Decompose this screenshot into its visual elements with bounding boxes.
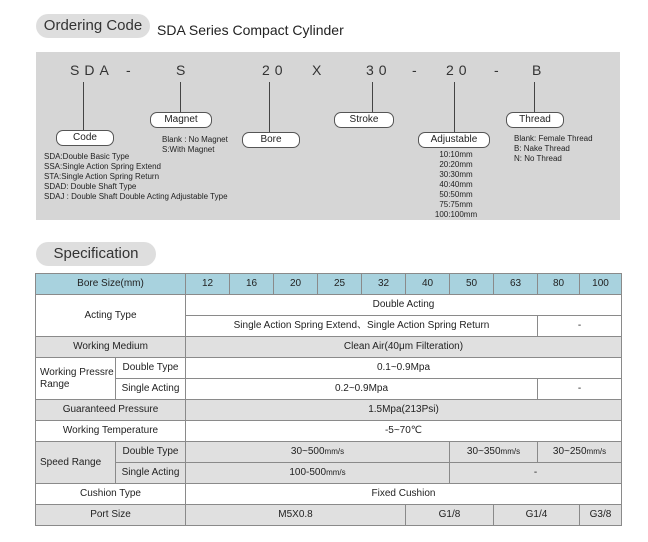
cushion-type-label: Cushion Type [36, 484, 186, 505]
speed-single-dash: - [450, 463, 622, 484]
code-note: SDA:Double Basic Type [44, 152, 130, 161]
thread-note: B: Nake Thread [514, 144, 570, 153]
bore-value: 12 [186, 274, 230, 295]
code-note: SDAD: Double Shaft Type [44, 182, 137, 191]
speed-value: 30~500 [290, 446, 325, 457]
stroke-label-box: Stroke [334, 112, 394, 128]
code-part-dash: - [412, 62, 422, 78]
adjustable-note: 10:10mm [439, 150, 473, 159]
code-part-stroke: 30 [366, 62, 392, 78]
cushion-type-value: Fixed Cushion [186, 484, 622, 505]
adjustable-note: 20:20mm [439, 160, 473, 169]
bore-label-box: Bore [242, 132, 300, 148]
pressure-single-label: Single Acting [116, 379, 186, 400]
bore-value: 32 [362, 274, 406, 295]
thread-label-box: Thread [506, 112, 564, 128]
code-part-x: X [312, 62, 327, 78]
pressure-label: Working Pressre Range [36, 358, 116, 400]
acting-type-double: Double Acting [186, 295, 622, 316]
speed-single-label: Single Acting [116, 463, 186, 484]
code-note: SSA:Single Action Spring Extend [44, 162, 161, 171]
code-part-adjustable: 20 [446, 62, 472, 78]
pressure-row-2 [36, 379, 622, 400]
adjustable-note: 30:30mm [439, 170, 473, 179]
speed-double-value-3 [538, 442, 622, 463]
speed-single-value [186, 463, 450, 484]
working-temperature-label: Working Temperature [36, 421, 186, 442]
code-note: SDAJ : Double Shaft Double Acting Adjustable Type [44, 192, 228, 201]
code-part-bore: 20 [262, 62, 288, 78]
speed-value: 30~350 [466, 446, 501, 457]
connector-line [372, 82, 373, 112]
code-label-box: Code [56, 130, 114, 146]
code-part-magnet: S [176, 62, 191, 78]
speed-value: 100-500 [289, 467, 327, 478]
connector-line [454, 82, 455, 132]
adjustable-notes [428, 150, 484, 220]
pressure-single-value: 0.2~0.9Mpa [186, 379, 538, 400]
port-size-value-3: G1/4 [494, 505, 580, 526]
connector-line [180, 82, 181, 112]
pressure-double-label: Double Type [116, 358, 186, 379]
series-subtitle: SDA Series Compact Cylinder [157, 22, 344, 38]
working-medium-row [36, 337, 622, 358]
adjustable-note: 40:40mm [439, 180, 473, 189]
speed-value: 30~250 [552, 446, 587, 457]
port-size-label: Port Size [36, 505, 186, 526]
bore-value: 80 [538, 274, 580, 295]
speed-double-label: Double Type [116, 442, 186, 463]
thread-note: N: No Thread [514, 154, 562, 163]
working-temperature-value: -5~70℃ [186, 421, 622, 442]
working-medium-value: Clean Air(40μm Filteration) [186, 337, 622, 358]
speed-unit: mm/s [586, 447, 607, 456]
pressure-row [36, 358, 622, 379]
connector-line [534, 82, 535, 112]
port-size-row [36, 505, 622, 526]
acting-type-row [36, 295, 622, 316]
bore-value: 25 [318, 274, 362, 295]
bore-value: 50 [450, 274, 494, 295]
bore-value: 20 [274, 274, 318, 295]
speed-label: Speed Range [36, 442, 116, 484]
adjustable-note: 100:100mm [434, 210, 478, 219]
connector-line [269, 82, 270, 132]
adjustable-note: 75:75mm [439, 200, 473, 209]
thread-note: Blank: Female Thread [514, 134, 593, 143]
magnet-note: Blank : No Magnet [162, 135, 228, 144]
specification-title: Specification [36, 242, 156, 266]
acting-type-label: Acting Type [36, 295, 186, 337]
code-note: STA:Single Action Spring Return [44, 172, 160, 181]
speed-unit: mm/s [324, 447, 345, 456]
speed-unit: mm/s [500, 447, 521, 456]
magnet-notes [162, 135, 228, 155]
code-part-dash: - [494, 62, 504, 78]
bore-value: 100 [580, 274, 622, 295]
speed-row-2 [36, 463, 622, 484]
ordering-code-panel [36, 52, 620, 220]
guaranteed-pressure-value: 1.5Mpa(213Psi) [186, 400, 622, 421]
magnet-note: S:With Magnet [162, 145, 215, 154]
adjustable-note: 50:50mm [439, 190, 473, 199]
guaranteed-pressure-row [36, 400, 622, 421]
pressure-single-dash: - [538, 379, 622, 400]
adjustable-label-box: Adjustable [418, 132, 490, 148]
bore-size-row [36, 274, 622, 295]
bore-value: 16 [230, 274, 274, 295]
guaranteed-pressure-label: Guaranteed Pressure [36, 400, 186, 421]
speed-row [36, 442, 622, 463]
cushion-type-row [36, 484, 622, 505]
working-medium-label: Working Medium [36, 337, 186, 358]
port-size-value-1: M5X0.8 [186, 505, 406, 526]
speed-unit: mm/s [326, 468, 346, 477]
code-notes [44, 152, 228, 202]
magnet-label-box: Magnet [150, 112, 212, 128]
acting-type-single: Single Action Spring Extend、Single Action Spring Return [186, 316, 538, 337]
acting-type-dash: - [538, 316, 622, 337]
thread-notes [514, 134, 593, 164]
specification-table [35, 273, 622, 526]
connector-line [83, 82, 84, 132]
ordering-code-title: Ordering Code [36, 14, 150, 38]
bore-size-label: Bore Size(mm) [36, 274, 186, 295]
working-temperature-row [36, 421, 622, 442]
bore-value: 40 [406, 274, 450, 295]
bore-value: 63 [494, 274, 538, 295]
pressure-double-value: 0.1~0.9Mpa [186, 358, 622, 379]
port-size-value-2: G1/8 [406, 505, 494, 526]
code-part-dash: - [126, 62, 136, 78]
code-part-sda: SDA [70, 62, 114, 78]
speed-double-value-1 [186, 442, 450, 463]
speed-double-value-2 [450, 442, 538, 463]
code-part-thread: B [532, 62, 547, 78]
port-size-value-4: G3/8 [580, 505, 622, 526]
